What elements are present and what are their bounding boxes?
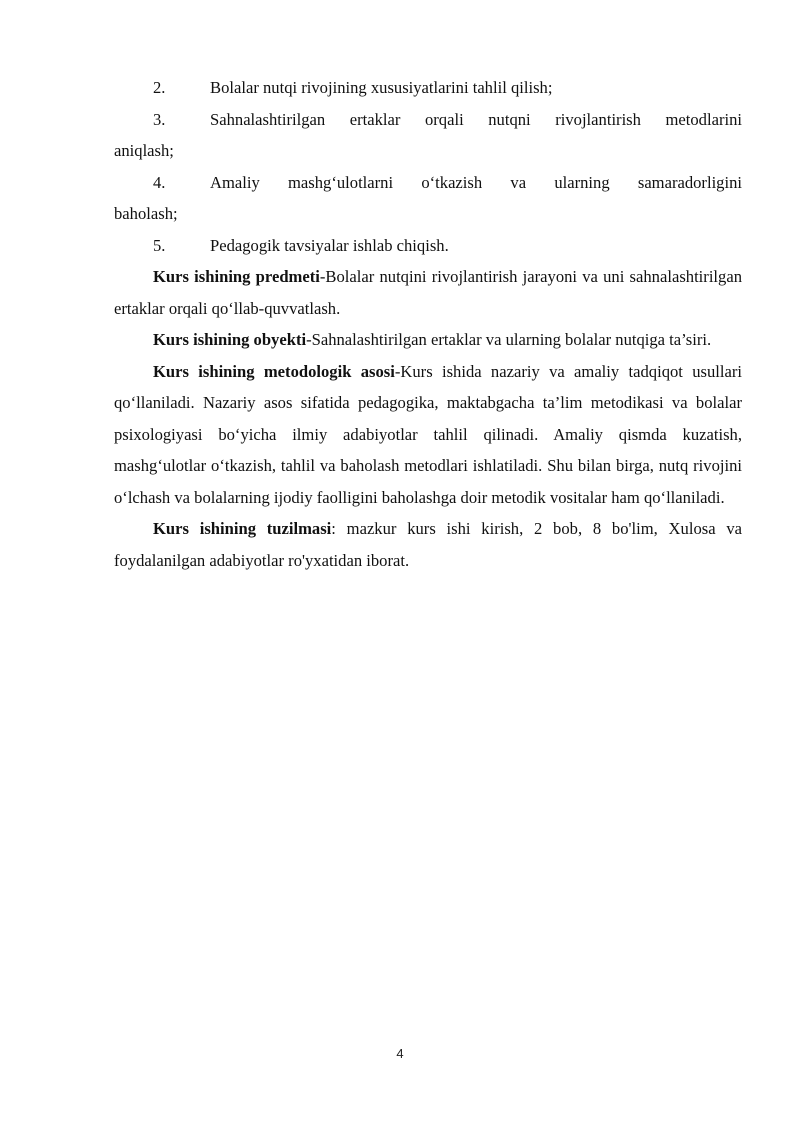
paragraph-methodology [114,356,742,514]
list-item-number: 3. [153,109,166,129]
list-item [114,104,742,136]
list-item-text: Bolalar nutqi rivojining xususiyatlarini tahlil qilish; [210,78,553,97]
list-item-text: Amaliy mashg‘ulotlarni o‘tkazish va ularning samaradorligini [210,172,742,192]
list-item-text: Pedagogik tavsiyalar ishlab chiqish. [210,235,449,255]
paragraph-subject [114,261,742,324]
paragraph-object [114,324,742,356]
paragraph-heading: Kurs ishining obyekti [153,330,307,349]
list-item-text: Sahnalashtirilgan ertaklar orqali nutqni rivojlantirish metodlarini [210,109,742,129]
list-item-number: 2. [153,78,166,97]
list-item-number: 4. [153,172,166,192]
paragraph-structure [114,513,742,576]
page-content [114,72,742,576]
paragraph-text: -Bolalar nutqini rivojlantirish jarayoni va uni sahnalashtirilgan ertaklar orqali qo‘llab-quvvatlash. [114,267,742,318]
paragraph-heading: Kurs ishining tuzilmasi [153,519,332,538]
list-item-continuation: aniqlash; [114,141,174,160]
list-item [114,230,742,262]
list-item [114,167,742,199]
paragraph-text: -Sahnalashtirilgan ertaklar va ularning bolalar nutqiga ta’siri. [306,330,712,349]
paragraph-text: -Kurs ishida nazariy va amaliy tadqiqot usullari qo‘llaniladi. Nazariy asos sifatida pedagogika, maktabgacha ta’lim metodikasi va bolalar psixologiyasi bo‘yicha ilmiy adabiyotlar tahlil qilinadi. Amaliy qismda kuzatish, mashg‘ulotlar o‘tkazish, tahlil va baholash metodlari ishlatiladi. Shu bilan birga, nutq rivojini o‘lchash va bolalarning ijodiy faolligini baholashga doir metodik vositalar ham qo‘llaniladi. [114,361,742,507]
paragraph-heading: Kurs ishining predmeti [153,267,320,286]
list-item-number: 5. [153,235,166,255]
paragraph-heading: Kurs ishining metodologik asosi [153,361,395,381]
page-number: 4 [396,1046,404,1061]
list-item-continuation: baholash; [114,204,178,223]
paragraph-text: : mazkur kurs ishi kirish, 2 bob, 8 bo'lim, Xulosa va foydalanilgan adabiyotlar ro'yxatidan iborat. [114,519,742,570]
list-item [114,72,742,104]
